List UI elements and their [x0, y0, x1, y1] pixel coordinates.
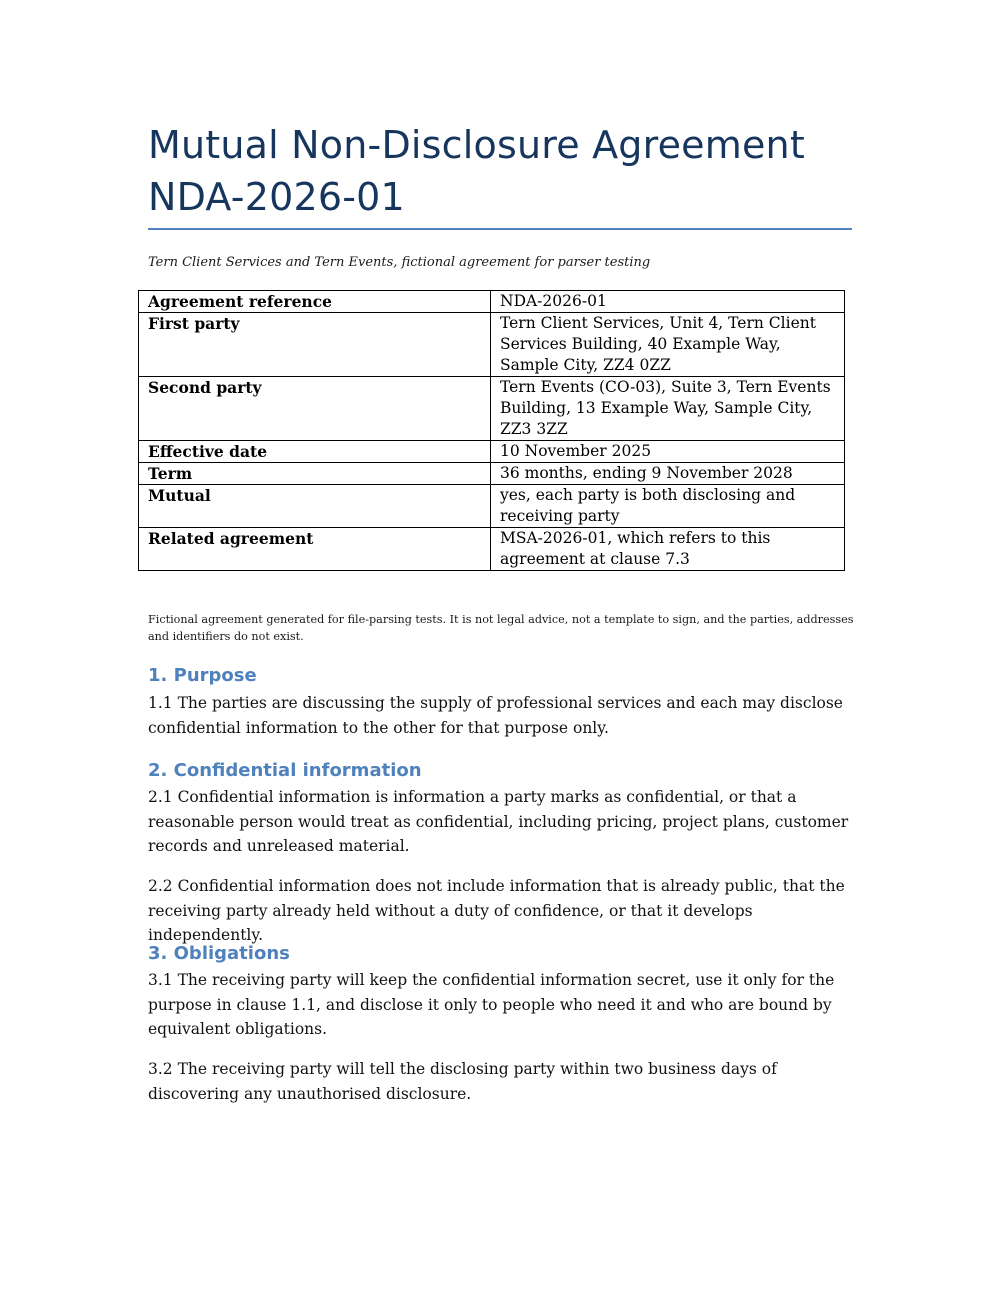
title-line-1: Mutual Non-Disclosure Agreement — [148, 123, 805, 167]
table-row — [139, 485, 845, 528]
table-value: MSA-2026-01, which refers to this agreement at clause 7.3 — [491, 528, 845, 571]
table-row — [139, 377, 845, 441]
document-title — [148, 119, 852, 223]
table-value: 10 November 2025 — [491, 441, 845, 463]
table-row — [139, 463, 845, 485]
disclaimer-note: Fictional agreement generated for file-parsing tests. It is not legal advice, not a template to sign, and the parties, addresses and identifiers do not exist. — [148, 613, 854, 643]
table-row — [139, 528, 845, 571]
title-block — [148, 119, 852, 223]
title-rule — [148, 228, 852, 230]
clause-2-1: 2.1 Confidential information is information a party marks as confidential, or that a reasonable person would treat as confidential, including pricing, project plans, customer records and unreleased material. — [148, 788, 849, 855]
table-row — [139, 291, 845, 313]
table-value: NDA-2026-01 — [491, 291, 845, 313]
section-heading-confidential-information: 2. Confidential information — [148, 760, 422, 781]
table-key: Term — [139, 463, 491, 485]
table-key: Related agreement — [139, 528, 491, 571]
table-value: yes, each party is both disclosing and receiving party — [491, 485, 845, 528]
table-row — [139, 313, 845, 377]
agreement-details-table — [138, 290, 845, 571]
table-key: First party — [139, 313, 491, 377]
section-heading-obligations: 3. Obligations — [148, 943, 290, 964]
clause-1-1: 1.1 The parties are discussing the supply of professional services and each may disclose confidential information to the other for that purpose only. — [148, 694, 843, 737]
table-key: Mutual — [139, 485, 491, 528]
table-key: Second party — [139, 377, 491, 441]
title-line-2: NDA-2026-01 — [148, 175, 405, 219]
clause-2-2: 2.2 Confidential information does not include information that is already public, that the receiving party already held without a duty of confidence, or that it develops independently. — [148, 877, 845, 944]
table-value: 36 months, ending 9 November 2028 — [491, 463, 845, 485]
table-row — [139, 441, 845, 463]
section-heading-purpose: 1. Purpose — [148, 665, 257, 686]
clause-3-2: 3.2 The receiving party will tell the disclosing party within two business days of discovering any unauthorised disclosure. — [148, 1060, 777, 1103]
table-value: Tern Events (CO-03), Suite 3, Tern Events Building, 13 Example Way, Sample City, ZZ3 3ZZ — [491, 377, 845, 441]
clause-3-1: 3.1 The receiving party will keep the confidential information secret, use it only for the purpose in clause 1.1, and disclose it only to people who need it and who are bound by equivalent obligations. — [148, 971, 835, 1038]
table-key: Effective date — [139, 441, 491, 463]
document-subtitle: Tern Client Services and Tern Events, fictional agreement for parser testing — [148, 255, 651, 270]
table-key: Agreement reference — [139, 291, 491, 313]
table-value: Tern Client Services, Unit 4, Tern Client Services Building, 40 Example Way, Sample City, ZZ4 0ZZ — [491, 313, 845, 377]
